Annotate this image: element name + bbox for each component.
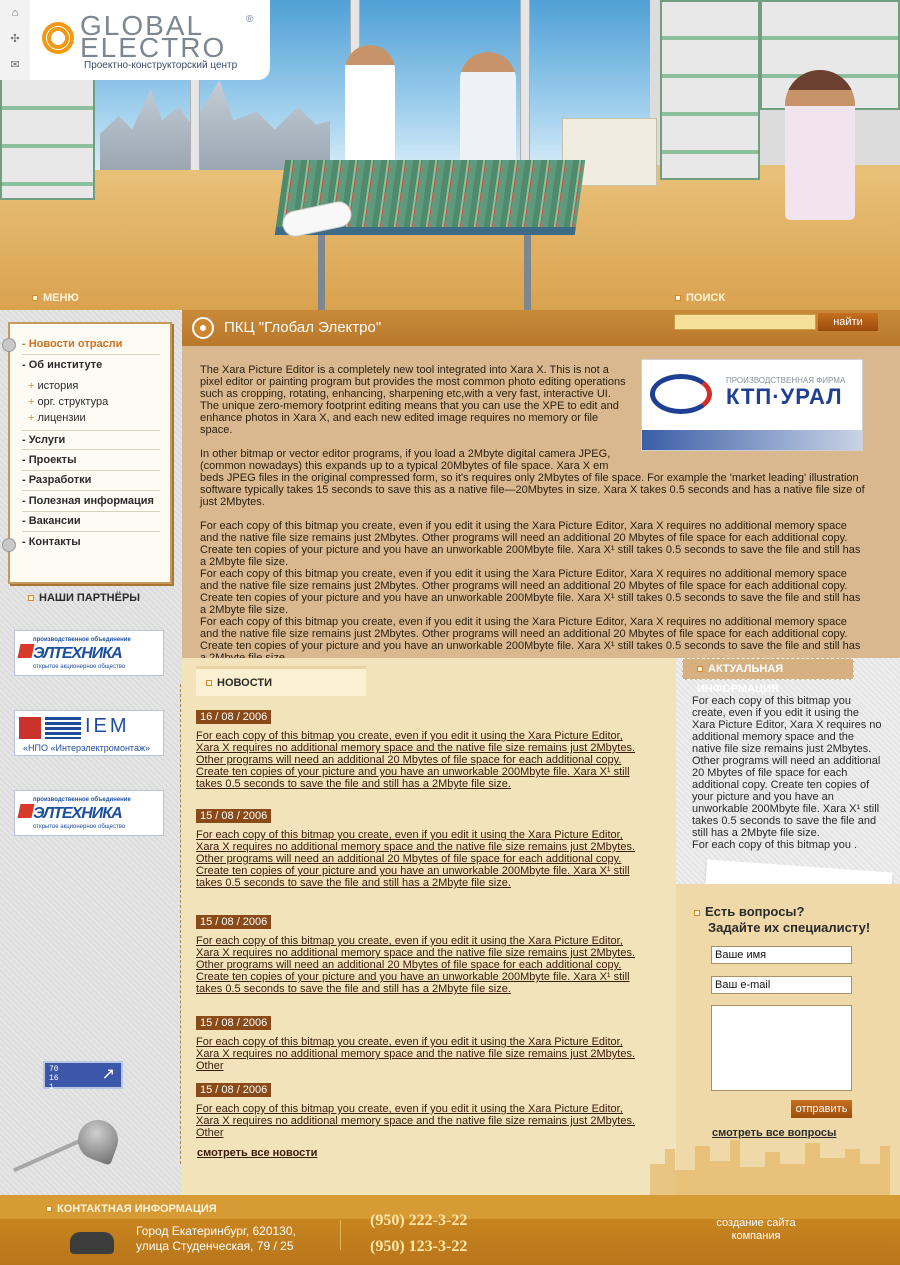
ask-question-heading: Есть вопросы? Задайте их специалисту! [708, 904, 888, 936]
question-textarea[interactable] [711, 1005, 852, 1091]
name-field[interactable] [711, 946, 852, 964]
news-date: 16 / 08 / 2006 [196, 710, 271, 724]
logo[interactable]: GLOBAL ELECTRO ® Проектно-конструкторский центр [30, 0, 270, 80]
actual-info-text: For each copy of this bitmap you create, even if you edit it using the Xara Picture Editor, Xara X requires no additional memory space and the native file size remains just 2Mbytes. Other programs will need an additional 20 Mbytes of file space for each additional copy. Create ten copies of your picture and you have an unworkable 200Mbyte file. Xara X¹ still takes 0.5 seconds to save the file and still has a 2Mbyte file size. For each copy of this bitmap you . [692, 695, 882, 851]
menu-item-industry-news[interactable]: - Новости отрасли [22, 335, 160, 355]
phone-number: (950) 222-3-22 [370, 1212, 468, 1229]
mail-icon[interactable]: ✉ [10, 59, 20, 71]
ktp-ural-banner[interactable]: ПРОИЗВОДСТВЕННАЯ ФИРМА КТП·УРАЛ [641, 359, 863, 451]
news-link[interactable]: For each copy of this bitmap you create, even if you edit it using the Xara Picture Editor, Xara X requires no additional memory space and the native file size remains just 2Mbytes. Other [196, 1036, 635, 1072]
bullet-icon [697, 666, 703, 672]
bullet-icon [675, 295, 681, 301]
phone-number: (950) 123-3-22 [370, 1238, 468, 1255]
all-news-link[interactable]: смотреть все новости [197, 1147, 318, 1159]
bullet-icon [206, 680, 212, 686]
article-paragraph: For each copy of this bitmap you create, even if you edit it using the Xara Picture Editor, Xara X requires no additional memory space and the native file size remains just 2Mbytes. Other programs will need an additional 20 Mbytes of file space for each additional copy. Create ten copies of your picture and you have an unworkable 200Mbyte file. Xara X¹ still takes 0.5 seconds to save the file and still has [200, 616, 861, 652]
menu-item-contacts[interactable]: - Контакты [22, 536, 81, 548]
arrow-icon: ↗ [101, 1066, 115, 1083]
partners-heading: НАШИ ПАРТНЁРЫ [28, 592, 140, 604]
email-field[interactable] [711, 976, 852, 994]
site-maker-link[interactable]: создание сайта компания [716, 1217, 796, 1242]
menu-item-developments[interactable]: - Разработки [22, 471, 160, 491]
home-icon[interactable]: ⌂ [11, 7, 19, 19]
news-divider [180, 684, 181, 1164]
partner-logo-eltehnika[interactable]: производственное объединение ЭЛТЕХНИКА открытое акционерное общество [14, 630, 164, 676]
logo-icon [42, 22, 74, 54]
menu-item-useful-info[interactable]: - Полезная информация [22, 492, 160, 512]
news-date: 15 / 08 / 2006 [196, 1083, 271, 1097]
logo-circle-icon [192, 317, 214, 339]
news-item [196, 1016, 646, 1072]
menu-item-projects[interactable]: - Проекты [22, 451, 160, 471]
actual-info-heading: АКТУАЛЬНАЯ ИНФОРМАЦИЯ [682, 658, 854, 680]
bullet-icon [32, 295, 38, 301]
contact-heading: КОНТАКТНАЯ ИНФОРМАЦИЯ [46, 1203, 217, 1215]
news-date: 15 / 08 / 2006 [196, 915, 271, 929]
search-heading: ПОИСК [675, 292, 725, 304]
hero-person-2 [460, 52, 516, 172]
hero-person-1 [345, 45, 395, 165]
main-content [182, 346, 900, 658]
logo-tagline: Проектно-конструкторский центр [84, 60, 238, 71]
address: Город Екатеринбург, 620130, улица Студенческая, 79 / 25 [136, 1224, 296, 1253]
logo-text: GLOBAL ELECTRO [80, 10, 227, 63]
news-link[interactable]: For each copy of this bitmap you create, even if you edit it using the Xara Picture Editor, Xara X requires no additional memory space and the native file size remains just 2Mbytes. Other programs will need an additional 20 Mbytes of file space for each additional copy. Create ten copies of your picture and you have an unworkable 200Mbyte file. Xara X¹ still takes 0.5 seconds to save the file and still has a 2Mbyte file size. [196, 730, 635, 790]
menu-item-vacancies[interactable]: - Вакансии [22, 512, 160, 532]
news-item [196, 1083, 646, 1139]
menu-heading: МЕНЮ [32, 292, 79, 304]
search-button[interactable]: найти [818, 313, 878, 331]
bullet-icon [28, 595, 34, 601]
article-paragraph: The Xara Picture Editor is a completely new tool integrated into Xara X. This is not a pixel editor or painting program but provides the most common photo editing operations such as cropping, rotating, enhancing, sharpening etc,with a very fast, interactive UI. The unique zero-memory footprint editing means that you can use the XPE to edit and enhance photos in Xara X, and each new edited image requires no memory or file space. [200, 364, 626, 436]
news-item [196, 915, 646, 995]
bullet-icon [694, 910, 700, 916]
news-link[interactable]: For each copy of this bitmap you create, even if you edit it using the Xara Picture Editor, Xara X requires no additional memory space and the native file size remains just 2Mbytes. Other programs will need an additional 20 Mbytes of file space for each additional copy. Create ten copies of your picture and you have an unworkable 200Mbyte file. Xara X¹ still takes 0.5 seconds to save the file and still has a 2Mbyte file size. [196, 935, 635, 995]
news-item [196, 809, 646, 889]
article-paragraph: For each copy of this bitmap you create, even if you edit it using the Xara Picture Editor, Xara X requires no additional memory space and the native file size remains just 2Mbytes. Other programs will need an additional 20 Mbytes of file space for each additional copy. Create ten copies of your picture and you have an unworkable 200Mbyte file. Xara X¹ still takes 0.5 seconds to save the file and still has a 2Mbyte file size. [200, 520, 861, 568]
ktp-logo-icon [650, 374, 712, 414]
hero-shelf-left [0, 70, 95, 200]
news-link[interactable]: For each copy of this bitmap you create, even if you edit it using the Xara Picture Editor, Xara X requires no additional memory space and the native file size remains just 2Mbytes. Other [196, 1103, 635, 1139]
partner-logo-eltehnika-2[interactable]: производственное объединение ЭЛТЕХНИКА открытое акционерное общество [14, 790, 164, 836]
news-date: 15 / 08 / 2006 [196, 1016, 271, 1030]
star-icon [19, 717, 41, 739]
article-paragraph: In other bitmap or vector editor programs, if you load a 2Mbyte digital camera JPEG, (common nowadays) this expands up to a typical 20Mbytes of file space. Xara X em [200, 448, 611, 472]
all-questions-link[interactable]: смотреть все вопросы [712, 1127, 837, 1139]
visit-counter[interactable]: 70 16 1 ↗ [43, 1061, 123, 1089]
news-heading: НОВОСТИ [206, 677, 272, 689]
submenu-item-licenses[interactable]: + лицензии [28, 412, 86, 424]
article-paragraph: beds JPEG files in the original compressed form, so it's requires only 2Mbytes of file space. For example the 'market leading' illustration software typically takes 15 seconds to save this as a native file—20Mbytes in size. Xara X takes 0.5 seconds and has a native file size of just 2Mbytes. [200, 472, 865, 508]
submenu-item-history[interactable]: + история [28, 380, 79, 392]
news-link[interactable]: For each copy of this bitmap you create, even if you edit it using the Xara Picture Editor, Xara X requires no additional memory space and the native file size remains just 2Mbytes. Other programs will need an additional 20 Mbytes of file space for each additional copy. Create ten copies of your picture and you have an unworkable 200Mbyte file. Xara X¹ still takes 0.5 seconds to save the file and still has a 2Mbyte file size. [196, 829, 635, 889]
send-button[interactable]: отправить [791, 1100, 852, 1118]
page-title: ПКЦ "Глобал Электро" [224, 319, 382, 336]
bullet-icon [46, 1206, 52, 1212]
submenu-item-structure[interactable]: + орг. структура [28, 396, 109, 408]
sitemap-icon[interactable]: ✣ [10, 33, 20, 45]
article-paragraph: For each copy of this bitmap you create, even if you edit it using the Xara Picture Editor, Xara X requires no additional memory space and the native file size remains just 2Mbytes. Other programs will need an additional 20 Mbytes of file space for each additional copy. Create ten copies of your picture and you have an unworkable 200Mbyte file. Xara X¹ still takes 0.5 seconds to save the file and still has a 2Mbyte file size. [200, 568, 861, 616]
telephone-icon [70, 1232, 114, 1254]
partner-logo-iem[interactable]: IEM «НПО «Интерэлектромонтаж» [14, 710, 164, 756]
search-input[interactable] [674, 314, 816, 330]
hero-person-3 [785, 70, 855, 220]
menu-item-about[interactable]: - Об институте [22, 359, 103, 371]
news-date: 15 / 08 / 2006 [196, 809, 271, 823]
main-menu [8, 322, 172, 584]
quick-icons [0, 0, 30, 80]
news-item [196, 710, 646, 790]
menu-item-services[interactable]: - Услуги [22, 430, 160, 450]
phones [370, 1208, 467, 1260]
hero-shelf-right [660, 0, 760, 180]
